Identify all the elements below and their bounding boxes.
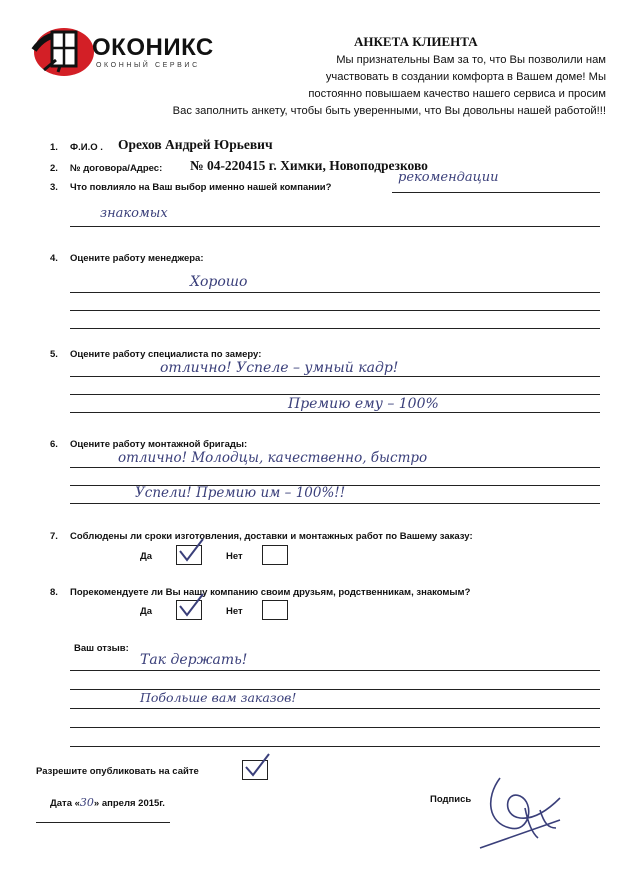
q6-answer-2[interactable]: Успели! Премию им – 100%!! <box>135 485 346 501</box>
q3-answer-line-1 <box>392 192 600 193</box>
date-suffix: » апреля 2015г. <box>93 798 165 809</box>
signature-mark <box>440 768 580 858</box>
q8-number: 8. <box>50 587 58 598</box>
publish-checkbox[interactable] <box>242 760 268 780</box>
q5-line-1 <box>70 376 600 377</box>
q3-answer-1[interactable]: рекомендации <box>398 170 499 185</box>
q7-number: 7. <box>50 531 58 542</box>
checkmark-icon <box>175 593 205 619</box>
q7-no-checkbox[interactable] <box>262 545 288 565</box>
q7-yes-checkbox[interactable] <box>176 545 202 565</box>
signature-label: Подпись <box>430 794 472 805</box>
date-field <box>50 796 165 809</box>
q3-label: Что повлияло на Ваш выбор именно нашей компании? <box>70 182 332 193</box>
window-logo-icon <box>30 20 100 80</box>
q4-line-2 <box>70 310 600 311</box>
q7-no-label: Нет <box>226 551 243 562</box>
q6-line-1 <box>70 467 600 468</box>
publish-label: Разрешите опубликовать на сайте <box>36 766 199 777</box>
q4-line-3 <box>70 328 600 329</box>
q6-number: 6. <box>50 439 58 450</box>
q5-line-3 <box>70 412 600 413</box>
review-line-5 <box>70 746 600 747</box>
review-label: Ваш отзыв: <box>74 643 129 654</box>
q4-answer[interactable]: Хорошо <box>190 274 248 290</box>
brand-tagline: ОКОННЫЙ СЕРВИС <box>96 62 200 69</box>
q3-number: 3. <box>50 182 58 193</box>
q1-value: Орехов Андрей Юрьевич <box>118 137 273 152</box>
checkmark-icon <box>241 753 271 779</box>
intro-line-1: Мы признательны Вам за то, что Вы позволили нам <box>336 54 606 66</box>
q7-yes-label: Да <box>140 551 153 562</box>
q4-label: Оцените работу менеджера: <box>70 253 204 264</box>
q3-answer-line-2 <box>70 226 600 227</box>
q5-number: 5. <box>50 349 58 360</box>
brand-name: ОКОНИКС <box>92 34 214 61</box>
date-day[interactable]: 30 <box>79 796 94 809</box>
q8-no-checkbox[interactable] <box>262 600 288 620</box>
intro-line-4: Вас заполнить анкету, чтобы быть уверенными, что Вы довольны нашей работой!!! <box>172 105 606 117</box>
q3-answer-2[interactable]: знакомых <box>100 206 168 221</box>
review-line-2-text[interactable]: Побольше вам заказов! <box>140 690 297 705</box>
q1-label: Ф.И.О . <box>70 142 103 153</box>
q5-line-2 <box>70 394 600 395</box>
form-title: АНКЕТА КЛИЕНТА <box>354 34 478 49</box>
intro-line-2: участвовать в создании комфорта в Вашем доме! Мы <box>325 71 606 83</box>
q6-answer-1[interactable]: отлично! Молодцы, качественно, быстро <box>118 450 428 466</box>
q7-label: Соблюдены ли сроки изготовления, доставки и монтажных работ по Вашему заказу: <box>70 531 473 542</box>
review-line-4 <box>70 727 600 728</box>
q4-line-1 <box>70 292 600 293</box>
q6-line-3 <box>70 503 600 504</box>
intro-line-3: постоянно повышаем качество нашего сервиса и просим <box>308 88 606 100</box>
review-line-3 <box>70 708 600 709</box>
q1-number: 1. <box>50 142 58 153</box>
q6-label: Оцените работу монтажной бригады: <box>70 439 248 450</box>
date-underline <box>36 822 170 823</box>
review-line-1 <box>70 670 600 671</box>
q8-yes-checkbox[interactable] <box>176 600 202 620</box>
checkmark-icon <box>175 538 205 564</box>
date-prefix: Дата « <box>50 798 80 809</box>
q2-value: № 04-220415 г. Химки, Новоподрезково <box>190 158 428 173</box>
brand-logo <box>30 20 235 80</box>
q5-label: Оцените работу специалиста по замеру: <box>70 349 262 360</box>
q5-answer-1[interactable]: отлично! Успеле – умный кадр! <box>160 360 399 376</box>
q8-label: Порекомендуете ли Вы нашу компанию своим друзьям, родственникам, знакомым? <box>70 587 471 598</box>
q8-yes-label: Да <box>140 606 153 617</box>
q5-answer-2[interactable]: Премию ему – 100% <box>288 396 439 412</box>
q2-label: № договора/Адрес: <box>70 163 163 174</box>
q8-no-label: Нет <box>226 606 243 617</box>
q4-number: 4. <box>50 253 58 264</box>
review-line-1-text[interactable]: Так держать! <box>140 652 248 668</box>
q2-number: 2. <box>50 163 58 174</box>
